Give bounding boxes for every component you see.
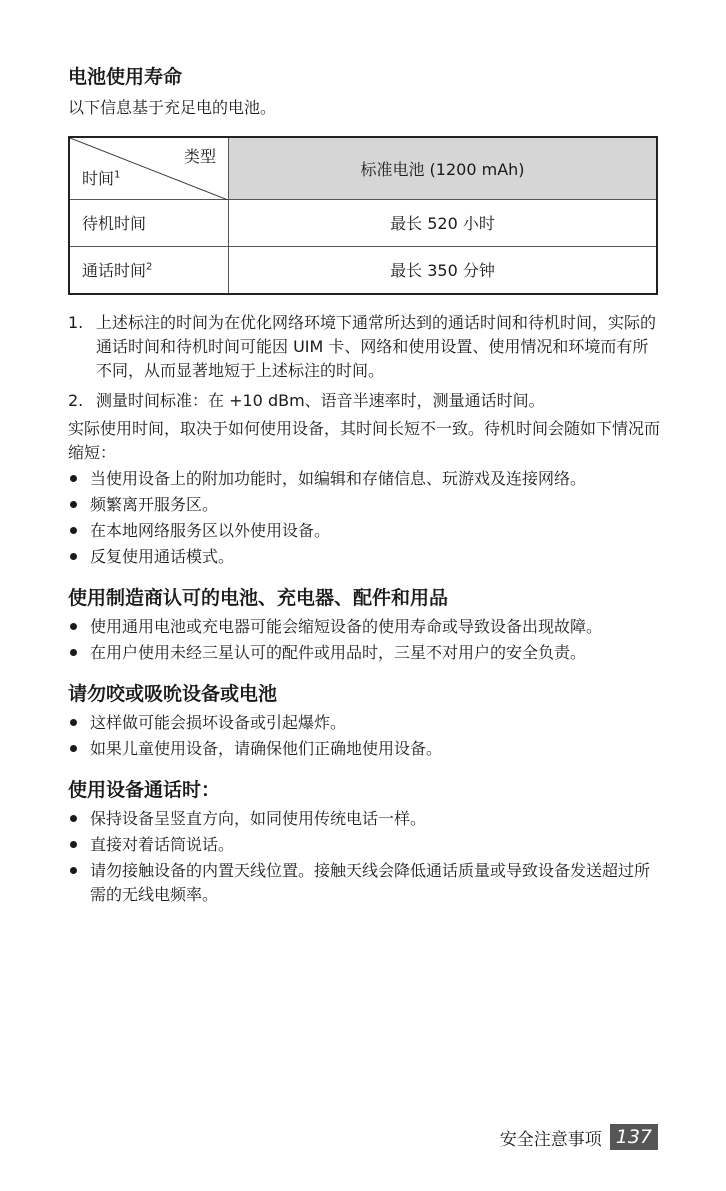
row-value: 最长 520 小时 xyxy=(229,199,658,246)
row-label: 待机时间 xyxy=(69,199,229,246)
list-item: 直接对着话筒说话。 xyxy=(68,833,660,857)
table-row xyxy=(69,246,657,294)
calling-heading: 使用设备通话时： xyxy=(68,778,221,801)
approved-bullets xyxy=(68,615,660,665)
footer-section-label: 安全注意事项 xyxy=(499,1129,602,1150)
page-content xyxy=(68,64,660,907)
no-bite-bullets xyxy=(68,711,660,761)
row-label: 通话时间$^2$ xyxy=(69,246,229,294)
no-bite-section xyxy=(68,681,660,761)
table-corner-cell xyxy=(69,137,229,199)
column-header-standard-battery: 标准电池 (1200 mAh) xyxy=(229,137,658,199)
list-item: 如果儿童使用设备，请确保他们正确地使用设备。 xyxy=(68,737,660,761)
list-item: 当使用设备上的附加功能时，如编辑和存储信息、玩游戏及连接网络。 xyxy=(68,467,660,491)
list-item: 在用户使用未经三星认可的配件或用品时，三星不对用户的安全负责。 xyxy=(68,641,660,665)
calling-section xyxy=(68,777,660,907)
approved-heading: 使用制造商认可的电池、充电器、配件和用品 xyxy=(68,586,449,609)
approved-section xyxy=(68,585,660,665)
corner-type-label: 类型 xyxy=(183,147,216,166)
list-item: 频繁离开服务区。 xyxy=(68,493,660,517)
usage-bullets xyxy=(68,467,660,569)
calling-bullets xyxy=(68,807,660,907)
footnote-item: 1. 上述标注的时间为在优化网络环境下通常所达到的通话时间和待机时间，实际的通话时间和待机时间可能因 UIM 卡、网络和使用设置、使用情况和环境而有所不同，从而显著地短于上述标注的时间。 xyxy=(68,312,657,380)
page-footer xyxy=(500,1124,658,1150)
corner-time-label: 时间$^1$ xyxy=(82,168,121,188)
battery-life-intro: 以下信息基于充足电的电池。 xyxy=(68,98,277,117)
list-item: 保持设备呈竖直方向，如同使用传统电话一样。 xyxy=(68,807,660,831)
list-item: 请勿接触设备的内置天线位置。接触天线会降低通话质量或导致设备发送超过所需的无线电频率。 xyxy=(68,859,660,907)
battery-spec-table xyxy=(68,136,658,295)
footnote-item: 2. 测量时间标准：在 +10 dBm、语音半速率时，测量通话时间。 xyxy=(68,390,545,410)
battery-life-heading: 电池使用寿命 xyxy=(68,66,183,88)
list-item: 在本地网络服务区以外使用设备。 xyxy=(68,519,660,543)
no-bite-heading: 请勿咬或吸吮设备或电池 xyxy=(68,682,278,705)
table-row xyxy=(69,199,657,246)
page-number: 137 xyxy=(610,1124,658,1150)
footnotes-list xyxy=(68,311,660,413)
row-value: 最长 350 分钟 xyxy=(229,246,658,294)
table-header-row xyxy=(69,137,657,199)
usage-paragraph: 实际使用时间，取决于如何使用设备，其时间长短不一致。待机时间会随如下情况而缩短： xyxy=(68,418,661,462)
list-item: 这样做可能会损坏设备或引起爆炸。 xyxy=(68,711,660,735)
list-item: 反复使用通话模式。 xyxy=(68,545,660,569)
list-item: 使用通用电池或充电器可能会缩短设备的使用寿命或导致设备出现故障。 xyxy=(68,615,660,639)
